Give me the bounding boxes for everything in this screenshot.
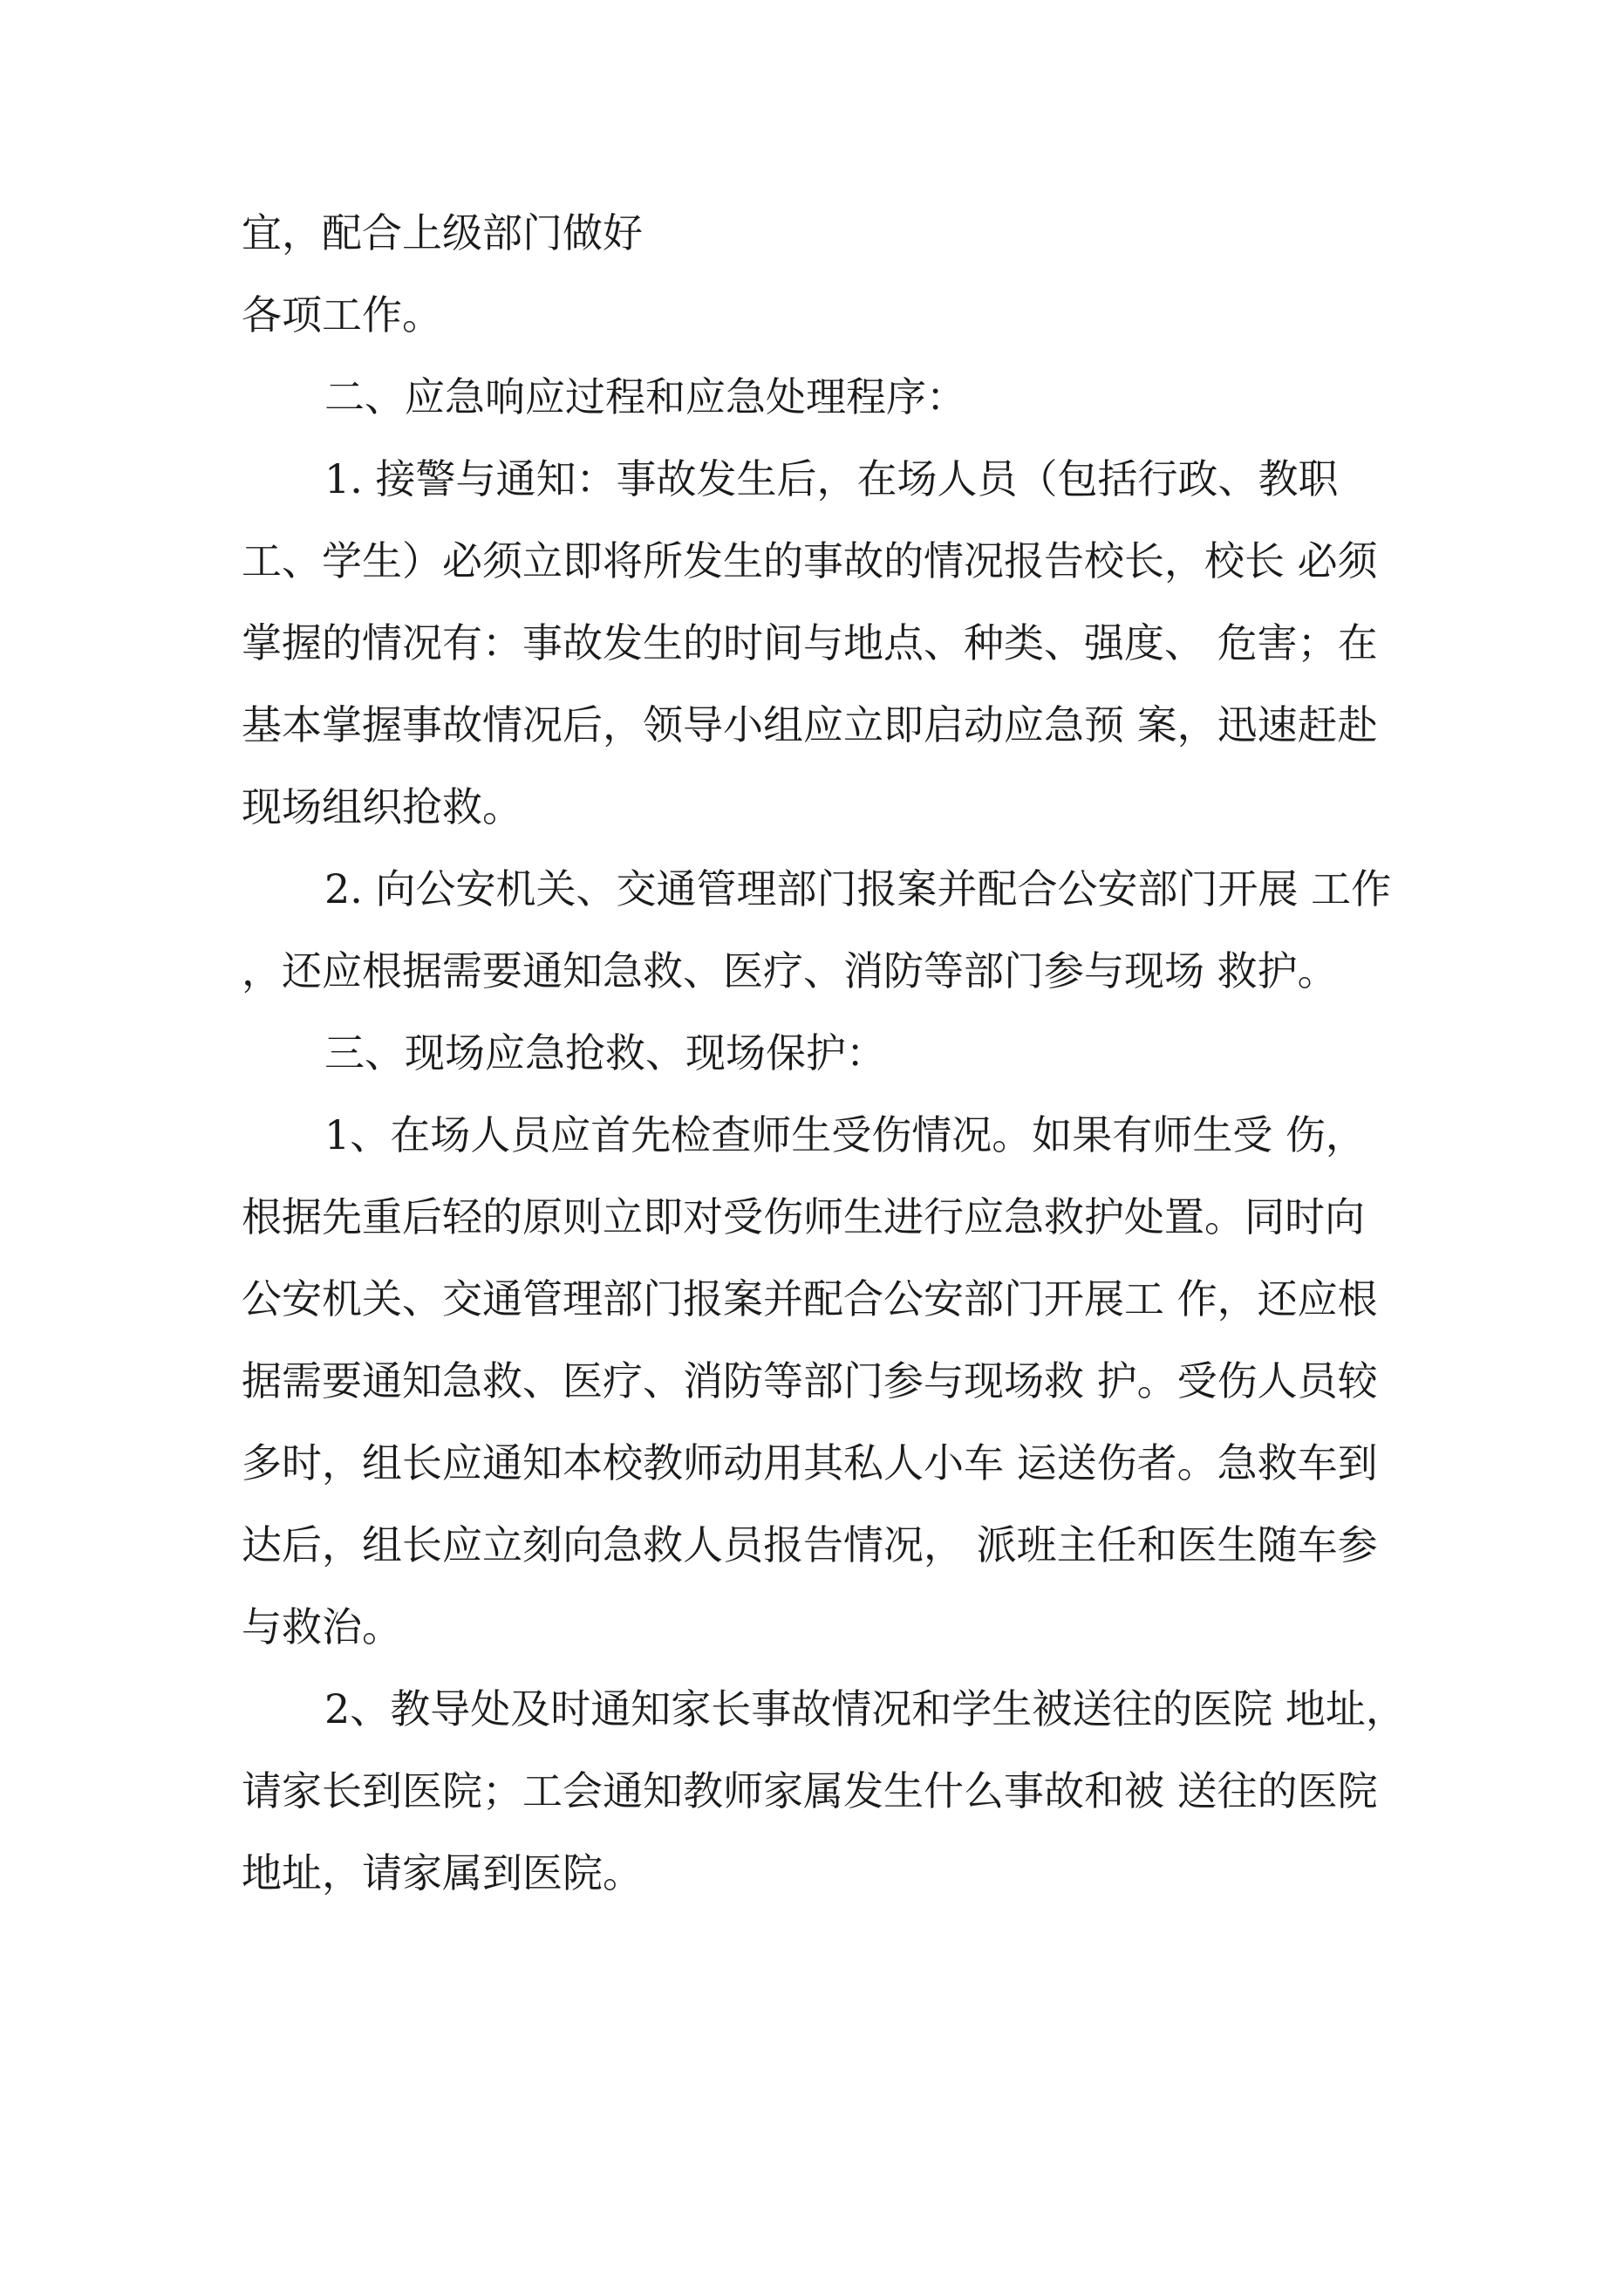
- text-line: 掌握的情况有：事故发生的时间与地点、种类、强度、 危害；在: [242, 619, 1378, 666]
- document-body: [242, 192, 1406, 1914]
- text-line: 地址，请家属到医院。: [242, 1849, 643, 1896]
- text-line: 与救治。: [242, 1603, 402, 1650]
- text-line: 公安机关、交通管理部门报案并配合公安部门开展工 作，还应根: [242, 1275, 1378, 1322]
- text-line: 各项工作。: [242, 291, 442, 338]
- text-line: 2. 向公安机关、交通管理部门报案并配合公安部门开展 工作: [324, 865, 1392, 912]
- text-line: 据需要通知急救、医疗、消防等部门参与现场救 护。受伤人员较: [242, 1357, 1378, 1404]
- section-heading-3: 三、现场应急抢救、现场保护：: [324, 1029, 886, 1076]
- text-line: 达后，组长应立刻向急救人员报告情况， 派班主任和医生随车参: [242, 1521, 1378, 1568]
- section-heading-2: 二、应急响应过程和应急处理程序：: [324, 373, 966, 420]
- text-line: 1. 接警与通知：事故发生后，在场人员（包括行政、教职: [324, 455, 1339, 502]
- text-line: 根据先重后轻的原则立即对受伤师生进行应急救护处置。同时向: [242, 1193, 1365, 1240]
- text-line: 多时，组长应通知本校教师动用其私人小车 运送伤者。急救车到: [242, 1439, 1378, 1486]
- text-line: 1、在场人员应首先检查师生受伤情况。如果有师生受 伤，: [324, 1111, 1366, 1158]
- text-line: ，还应根据需要通知急救、医疗、消防等部门参与现场 救护。: [242, 947, 1338, 994]
- text-line: 基本掌握事故情况后，领导小组应立即启动应急预 案，迅速赶赴: [242, 701, 1378, 748]
- text-line: 工、学生）必须立即将所发生的事故的情况报告校长，校长 必须: [242, 537, 1378, 584]
- text-line: 宜，配合上级部门做好: [242, 209, 643, 256]
- text-line: 2、教导处及时通知家长事故情况和学生被送往的医院 地址，: [324, 1685, 1406, 1732]
- text-line: 现场组织抢救。: [242, 783, 522, 830]
- text-line: 请家长到医院；工会通知教师家属发生什么事故和被 送往的医院: [242, 1767, 1378, 1814]
